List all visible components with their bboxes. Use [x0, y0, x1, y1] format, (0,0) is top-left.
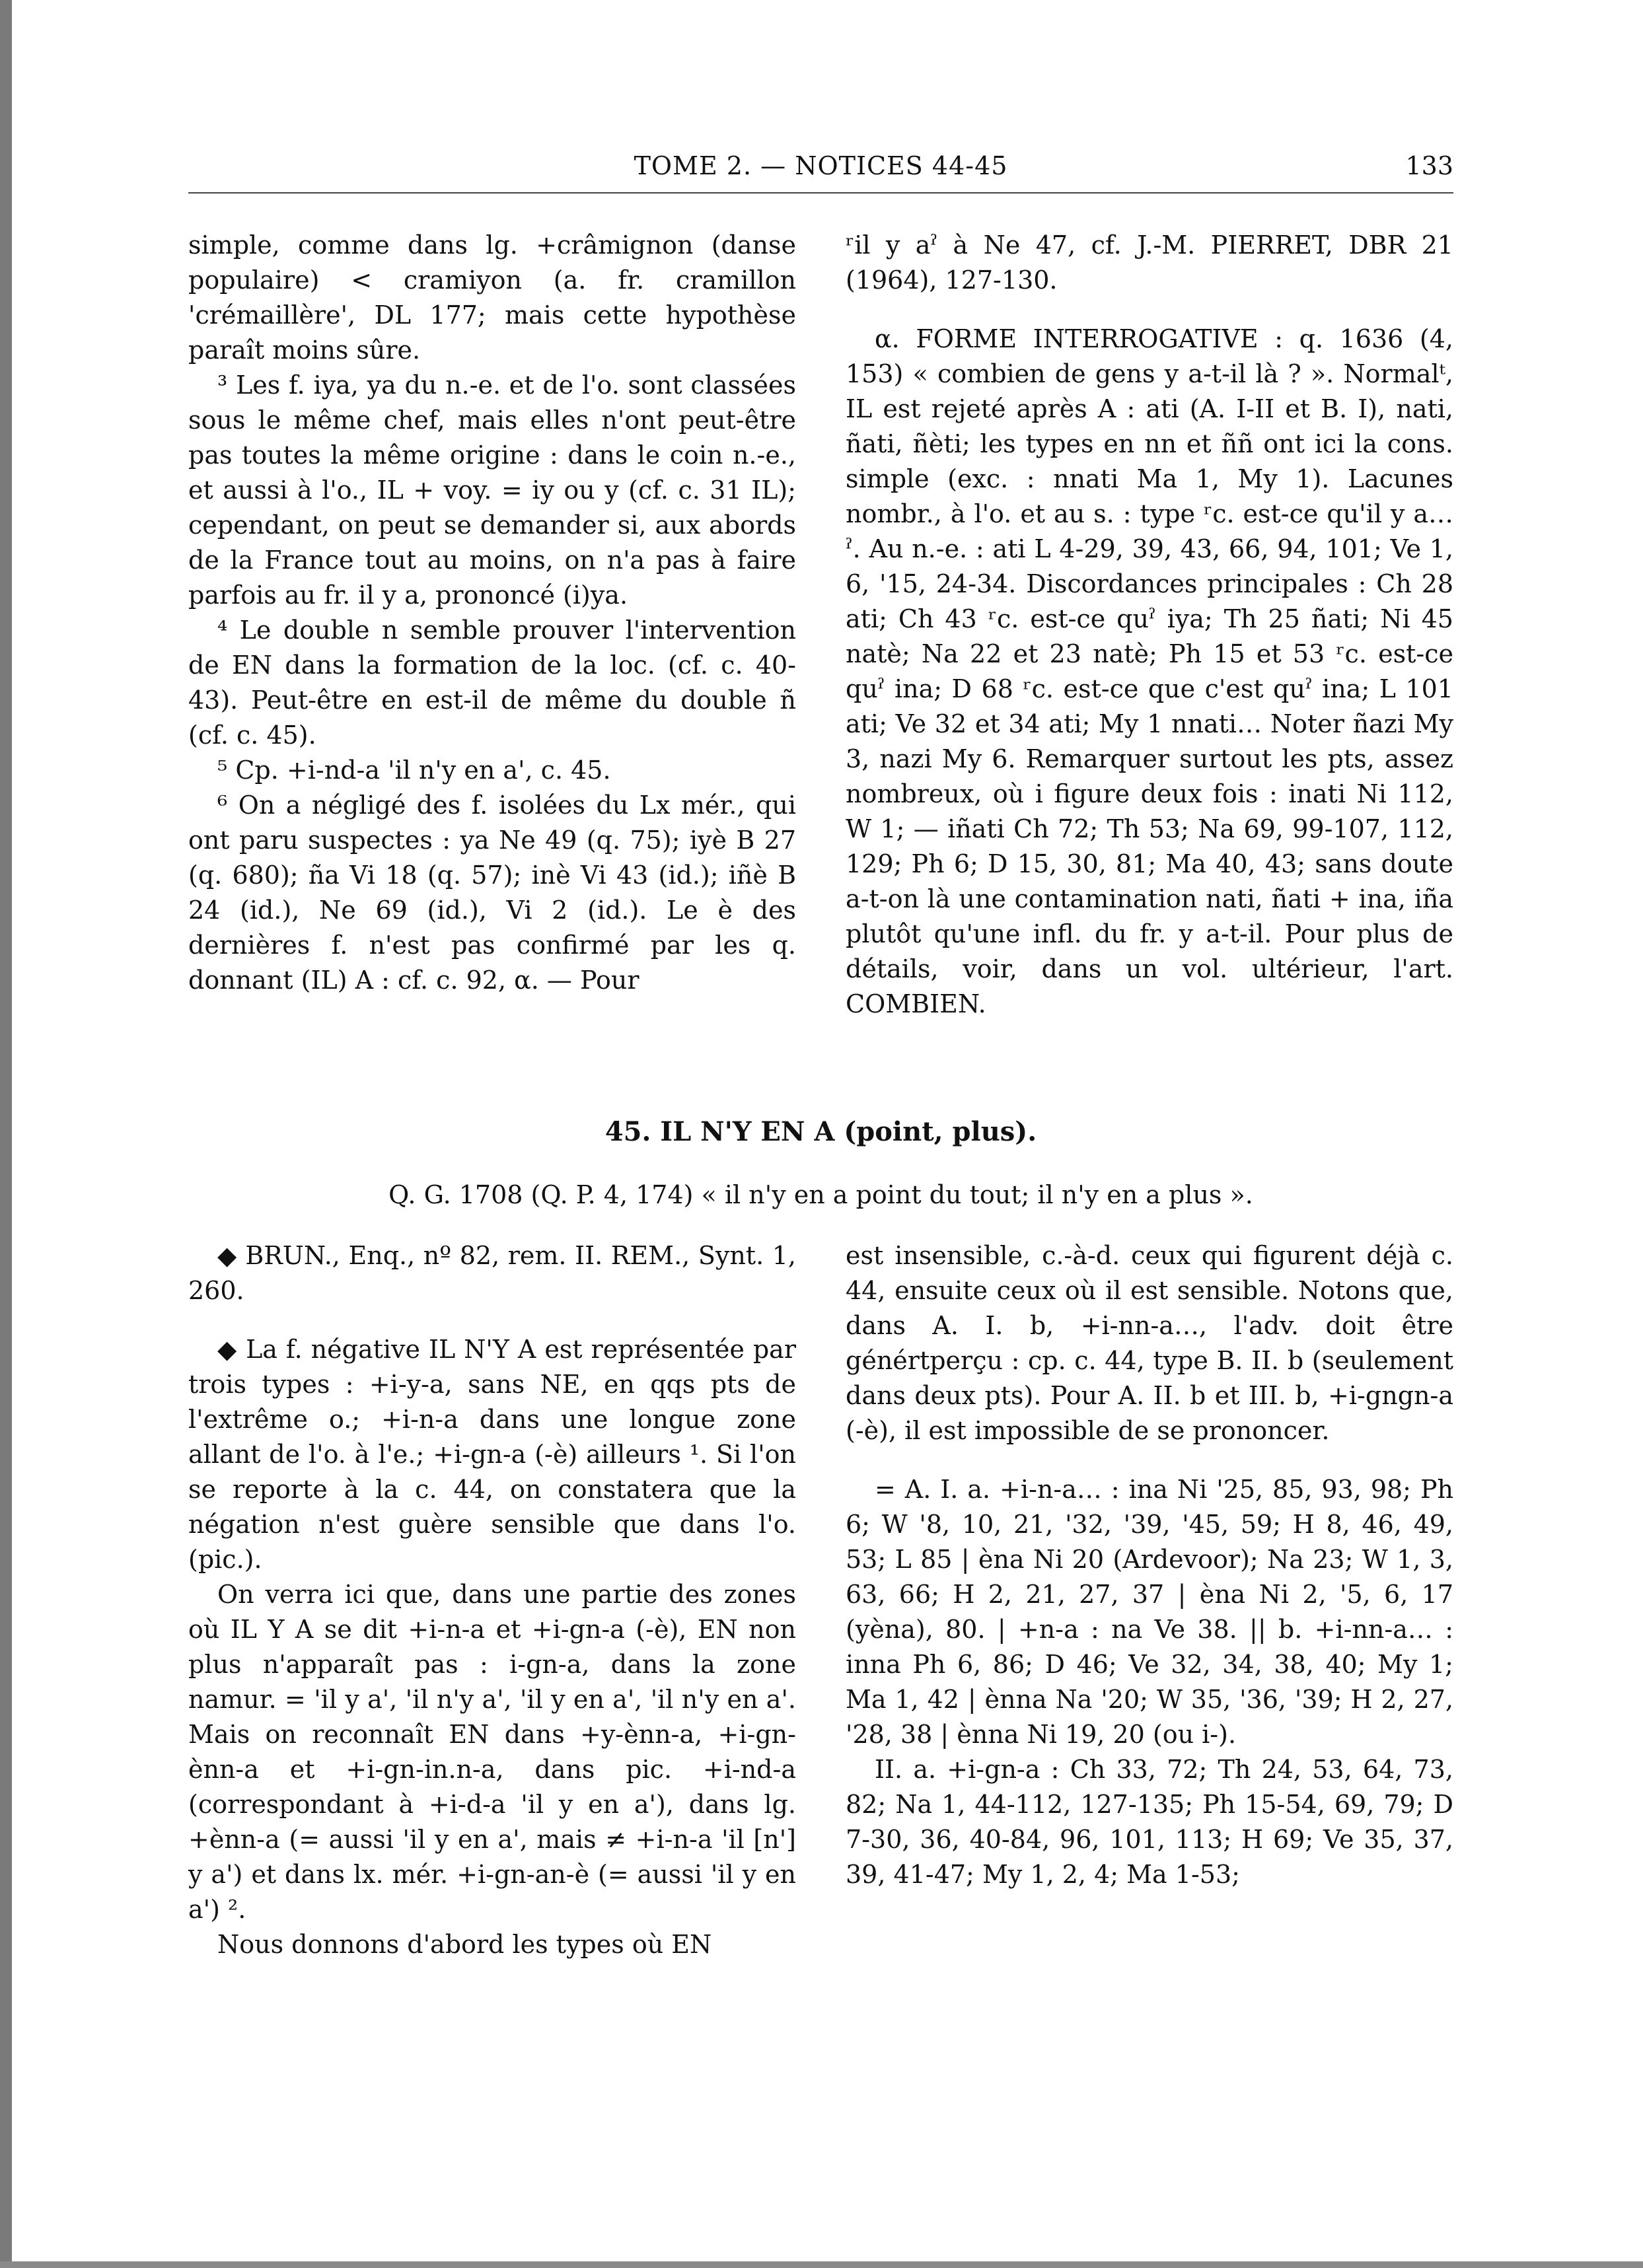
spacer	[846, 298, 1453, 322]
left-column-upper	[188, 228, 796, 998]
scan-edge-left	[0, 0, 12, 2268]
paragraph: ʳil y aˀ à Ne 47, cf. J.-M. PIERRET, DBR 21 (1964), 127-130.	[846, 230, 1453, 295]
footnote-5: ⁵ Cp. +i-nd-a 'il n'y en a', c. 45.	[217, 756, 611, 785]
spacer	[846, 1448, 1453, 1472]
paragraph-forme-interrogative: α. FORME INTERROGATIVE : q. 1636 (4, 153) « combien de gens y a-t-il là ? ». Normalᵗ, IL est rejeté après A : ati (A. I-II et B. I), nati, ñati, ñèti; les types en nn et ññ ont ici la cons. simple (exc. : nnati Ma 1, My 1). Lacunes nombr., à l'o. et au s. : type ʳc. est-ce qu'il y a…ˀ. Au n.-e. : ati L 4-29, 39, 43, 66, 94, 101; Ve 1, 6, '15, 24-34. Discordances principales : Ch 28 ati; Ch 43 ʳc. est-ce quˀ iya; Th 25 ñati; Ni 45 natè; Na 22 et 23 natè; Ph 15 et 53 ʳc. est-ce quˀ ina; D 68 ʳc. est-ce que c'est quˀ ina; L 101 ati; Ve 32 et 34 ati; My 1 nnati… Noter ñazi My 3, nazi My 6. Remarquer surtout les pts, assez nombreux, où i figure deux fois : inati Ni 112, W 1; — iñati Ch 72; Th 53; Na 69, 99-107, 112, 129; Ph 6; D 15, 30, 81; Ma 40, 43; sans doute a-t-on là une contamination nati, ñati + ina, iña plutôt qu'une infl. du fr. y a-t-il. Pour plus de détails, voir, dans un vol. ultérieur, l'art. COMBIEN.	[846, 324, 1453, 1018]
footnote-6: ⁶ On a négligé des f. isolées du Lx mér., qui ont paru suspectes : ya Ne 49 (q. 75); iyè B 27 (q. 680); ña Vi 18 (q. 57); inè Vi 43 (id.); iñè B 24 (id.), Ne 69 (id.), Vi 2 (id.). Le è des dernières f. n'est pas confirmé par les q. donnant (IL) A : cf. c. 92, α. — Pour	[188, 791, 796, 995]
page-header	[188, 149, 1453, 190]
left-column-lower	[188, 1238, 796, 1962]
paragraph-type-a-ii: II. a. +i-gn-a : Ch 33, 72; Th 24, 53, 64, 73, 82; Na 1, 44-112, 127-135; Ph 15-54, 69, 79; D 7-30, 36, 40-84, 96, 101, 113; H 69; Ve 35, 37, 39, 41-47; My 1, 2, 4; Ma 1-53;	[846, 1755, 1453, 1889]
paragraph-type-a-i: = A. I. a. +i-n-a… : ina Ni '25, 85, 93, 98; Ph 6; W '8, 10, 21, '32, '39, '45, 59; H 8, 46, 49, 53; L 85 | èna Ni 20 (Ardevoor); Na 23; W 1, 3, 63, 66; H 2, 21, 27, 37 | èna Ni 2, '5, 6, 17 (yèna), 80. | +n-a : na Ve 38. || b. +i-nn-a… : inna Ph 6, 86; D 46; Ve 32, 34, 38, 40; My 1; Ma 1, 42 | ènna Na '20; W 35, '36, '39; H 2, 27, '28, 38 | ènna Ni 19, 20 (ou i-).	[846, 1475, 1453, 1749]
footnote-4: ⁴ Le double n semble prouver l'intervention de EN dans la formation de la loc. (cf. c. 40-43). Peut-être en est-il de même du double ñ (cf. c. 45).	[188, 616, 796, 750]
right-column-upper	[846, 228, 1453, 1022]
book-page	[188, 149, 1453, 2196]
paragraph: On verra ici que, dans une partie des zones où IL Y A se dit +i-n-a et +i-gn-a (-è), EN non plus n'apparaît pas : i-gn-a, dans la zone namur. = 'il y a', 'il n'y a', 'il y en a', 'il n'y en a'. Mais on reconnaît EN dans +y-ènn-a, +i-gn-ènn-a et +i-gn-in.n-a, dans pic. +i-nd-a (correspondant à +i-d-a 'il y en a'), dans lg. +ènn-a (= aussi 'il y en a', mais ≠ +i-n-a 'il [n'] y a') et dans lx. mér. +i-gn-an-è (= aussi 'il y en a') ².	[188, 1580, 796, 1924]
section-question: Q. G. 1708 (Q. P. 4, 174) « il n'y en a point du tout; il n'y en a plus ».	[388, 1180, 1253, 1209]
paragraph: simple, comme dans lg. +crâmignon (danse populaire) < cramiyon (a. fr. cramillon 'crémaillère', DL 177; mais cette hypothèse paraît moins sûre.	[188, 230, 796, 365]
paragraph: Nous donnons d'abord les types où EN	[217, 1930, 712, 1959]
paragraph: est insensible, c.-à-d. ceux qui figurent déjà c. 44, ensuite ceux où il est sensible. Notons que, dans A. I. b, +i-nn-a…, l'adv. doit être génértperçu : cp. c. 44, type B. II. b (seulement dans deux pts). Pour A. II. b et III. b, +i-gngn-a (-è), il est impossible de se prononcer.	[846, 1241, 1453, 1445]
scan-edge-bottom	[0, 2261, 1643, 2268]
header-rule	[188, 192, 1453, 194]
page-number: 133	[1405, 151, 1453, 180]
paragraph: ◆ La f. négative IL N'Y A est représentée par trois types : +i-y-a, sans NE, en qqs pts de l'extrême o.; +i-n-a dans une longue zone allant de l'o. à l'e.; +i-gn-a (-è) ailleurs ¹. Si l'on se reporte à la c. 44, on constatera que la négation n'est guère sensible que dans l'o. (pic.).	[188, 1335, 796, 1574]
running-title: TOME 2. — NOTICES 44-45	[634, 151, 1008, 180]
right-column-lower	[846, 1238, 1453, 1892]
spacer	[188, 1308, 796, 1332]
footnote-3: ³ Les f. iya, ya du n.-e. et de l'o. sont classées sous le même chef, mais elles n'ont peut-être pas toutes la même origine : dans le coin n.-e., et aussi à l'o., IL + voy. = iy ou y (cf. c. 31 IL); cependant, on peut se demander si, aux abords de la France tout au moins, on n'a pas à faire parfois au fr. il y a, prononcé (i)ya.	[188, 371, 796, 610]
references: ◆ BRUN., Enq., nº 82, rem. II. REM., Synt. 1, 260.	[188, 1241, 796, 1305]
section-heading: 45. IL N'Y EN A (point, plus).	[604, 1116, 1037, 1147]
